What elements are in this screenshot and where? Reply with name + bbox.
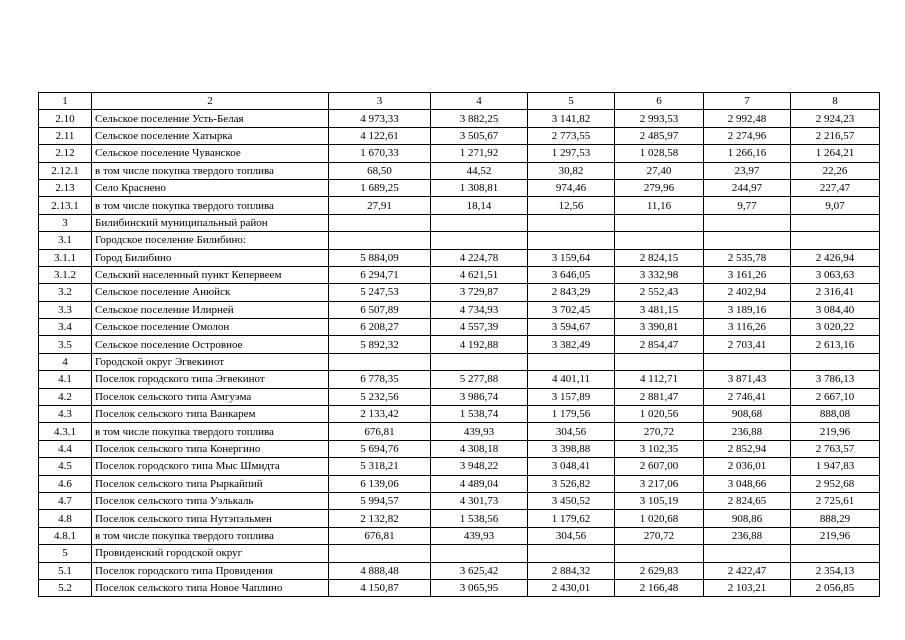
- table-row: [39, 458, 880, 475]
- settlement-name-cell: Сельское поселение Чуванское: [92, 145, 329, 162]
- value-cell-col-5: [528, 232, 615, 249]
- value-cell-col-6: 3 102,35: [615, 440, 704, 457]
- value-cell-col-3: [329, 214, 431, 231]
- value-cell-col-5: 3 048,41: [528, 458, 615, 475]
- value-cell-col-8: 2 613,16: [791, 336, 880, 353]
- value-cell-col-4: 4 734,93: [431, 301, 528, 318]
- table-row: [39, 127, 880, 144]
- settlement-name-cell: Сельское поселение Илирней: [92, 301, 329, 318]
- tariff-table: [38, 92, 880, 597]
- settlement-name-cell: в том числе покупка твердого топлива: [92, 527, 329, 544]
- value-cell-col-3: 2 132,82: [329, 510, 431, 527]
- value-cell-col-6: [615, 353, 704, 370]
- settlement-name-cell: в том числе покупка твердого топлива: [92, 162, 329, 179]
- table-row: [39, 440, 880, 457]
- settlement-name-cell: Провиденский городской округ: [92, 545, 329, 562]
- table-row: [39, 562, 880, 579]
- value-cell-col-7: 2 852,94: [704, 440, 791, 457]
- value-cell-col-7: [704, 214, 791, 231]
- table-row: [39, 579, 880, 596]
- value-cell-col-4: 18,14: [431, 197, 528, 214]
- table-row: [39, 197, 880, 214]
- value-cell-col-5: 3 398,88: [528, 440, 615, 457]
- value-cell-col-4: 1 538,56: [431, 510, 528, 527]
- value-cell-col-5: 3 450,52: [528, 492, 615, 509]
- settlement-name-cell: Поселок сельского типа Уэлькаль: [92, 492, 329, 509]
- settlement-name-cell: Сельское поселение Усть-Белая: [92, 110, 329, 127]
- value-cell-col-3: 5 318,21: [329, 458, 431, 475]
- settlement-name-cell: Билибинский муниципальный район: [92, 214, 329, 231]
- value-cell-col-7: [704, 545, 791, 562]
- value-cell-col-6: 1 020,68: [615, 510, 704, 527]
- value-cell-col-8: [791, 232, 880, 249]
- settlement-name-cell: Поселок городского типа Эгвекинот: [92, 371, 329, 388]
- value-cell-col-3: 4 973,33: [329, 110, 431, 127]
- value-cell-col-4: 5 277,88: [431, 371, 528, 388]
- value-cell-col-7: 3 161,26: [704, 266, 791, 283]
- value-cell-col-7: 2 103,21: [704, 579, 791, 596]
- row-number-cell: 2.10: [39, 110, 92, 127]
- value-cell-col-6: 2 166,48: [615, 579, 704, 596]
- row-number-cell: 4.8: [39, 510, 92, 527]
- row-number-cell: 3.4: [39, 319, 92, 336]
- value-cell-col-4: 3 948,22: [431, 458, 528, 475]
- value-cell-col-5: [528, 353, 615, 370]
- value-cell-col-7: 2 036,01: [704, 458, 791, 475]
- header-cell: 6: [615, 93, 704, 110]
- value-cell-col-8: 227,47: [791, 179, 880, 196]
- value-cell-col-5: [528, 545, 615, 562]
- row-number-cell: 2.12.1: [39, 162, 92, 179]
- value-cell-col-3: 27,91: [329, 197, 431, 214]
- value-cell-col-8: 1 947,83: [791, 458, 880, 475]
- value-cell-col-5: 2 773,55: [528, 127, 615, 144]
- row-number-cell: 3.2: [39, 284, 92, 301]
- value-cell-col-4: 439,93: [431, 423, 528, 440]
- value-cell-col-3: 5 994,57: [329, 492, 431, 509]
- table-row: [39, 301, 880, 318]
- settlement-name-cell: Сельское поселение Островное: [92, 336, 329, 353]
- value-cell-col-5: 304,56: [528, 527, 615, 544]
- settlement-name-cell: Сельское поселение Омолон: [92, 319, 329, 336]
- table-row: [39, 371, 880, 388]
- value-cell-col-3: 6 208,27: [329, 319, 431, 336]
- value-cell-col-6: 279,96: [615, 179, 704, 196]
- value-cell-col-6: 2 552,43: [615, 284, 704, 301]
- value-cell-col-6: 2 824,15: [615, 249, 704, 266]
- value-cell-col-3: [329, 232, 431, 249]
- value-cell-col-8: 3 063,63: [791, 266, 880, 283]
- value-cell-col-3: [329, 545, 431, 562]
- value-cell-col-4: 4 224,78: [431, 249, 528, 266]
- value-cell-col-6: 2 607,00: [615, 458, 704, 475]
- value-cell-col-8: 2 316,41: [791, 284, 880, 301]
- value-cell-col-6: 2 629,83: [615, 562, 704, 579]
- value-cell-col-5: [528, 214, 615, 231]
- value-cell-col-3: 676,81: [329, 423, 431, 440]
- settlement-name-cell: Поселок сельского типа Нутэпэльмен: [92, 510, 329, 527]
- value-cell-col-8: 9,07: [791, 197, 880, 214]
- value-cell-col-8: [791, 353, 880, 370]
- value-cell-col-8: 3 084,40: [791, 301, 880, 318]
- value-cell-col-7: 2 824,65: [704, 492, 791, 509]
- value-cell-col-5: 3 382,49: [528, 336, 615, 353]
- value-cell-col-7: 2 746,41: [704, 388, 791, 405]
- value-cell-col-7: 2 422,47: [704, 562, 791, 579]
- settlement-name-cell: Сельское поселение Хатырка: [92, 127, 329, 144]
- value-cell-col-5: 3 157,89: [528, 388, 615, 405]
- table-row: [39, 475, 880, 492]
- value-cell-col-8: 2 426,94: [791, 249, 880, 266]
- row-number-cell: 3.3: [39, 301, 92, 318]
- row-number-cell: 2.13.1: [39, 197, 92, 214]
- value-cell-col-4: 3 065,95: [431, 579, 528, 596]
- value-cell-col-5: 2 884,32: [528, 562, 615, 579]
- value-cell-col-4: 4 308,18: [431, 440, 528, 457]
- value-cell-col-8: 2 056,85: [791, 579, 880, 596]
- value-cell-col-6: 2 881,47: [615, 388, 704, 405]
- table-row: [39, 232, 880, 249]
- table-row: [39, 353, 880, 370]
- value-cell-col-7: 2 535,78: [704, 249, 791, 266]
- value-cell-col-7: 3 048,66: [704, 475, 791, 492]
- settlement-name-cell: Сельское поселение Анюйск: [92, 284, 329, 301]
- value-cell-col-7: 908,86: [704, 510, 791, 527]
- row-number-cell: 3.1.2: [39, 266, 92, 283]
- table-row: [39, 545, 880, 562]
- row-number-cell: 4.7: [39, 492, 92, 509]
- value-cell-col-8: 1 264,21: [791, 145, 880, 162]
- table-row: [39, 336, 880, 353]
- settlement-name-cell: Поселок сельского типа Конергино: [92, 440, 329, 457]
- value-cell-col-3: 5 892,32: [329, 336, 431, 353]
- row-number-cell: 5: [39, 545, 92, 562]
- value-cell-col-5: 974,46: [528, 179, 615, 196]
- value-cell-col-7: 2 992,48: [704, 110, 791, 127]
- settlement-name-cell: Городское поселение Билибино:: [92, 232, 329, 249]
- table-row: [39, 492, 880, 509]
- value-cell-col-5: 4 401,11: [528, 371, 615, 388]
- value-cell-col-3: 4 888,48: [329, 562, 431, 579]
- value-cell-col-7: 3 116,26: [704, 319, 791, 336]
- value-cell-col-6: 2 854,47: [615, 336, 704, 353]
- value-cell-col-3: 6 778,35: [329, 371, 431, 388]
- value-cell-col-7: 236,88: [704, 527, 791, 544]
- value-cell-col-5: 3 141,82: [528, 110, 615, 127]
- value-cell-col-8: 2 725,61: [791, 492, 880, 509]
- table-row: [39, 319, 880, 336]
- value-cell-col-7: 244,97: [704, 179, 791, 196]
- table-row: [39, 249, 880, 266]
- settlement-name-cell: Село Краснено: [92, 179, 329, 196]
- value-cell-col-4: 44,52: [431, 162, 528, 179]
- table-row: [39, 145, 880, 162]
- row-number-cell: 5.1: [39, 562, 92, 579]
- row-number-cell: 2.13: [39, 179, 92, 196]
- value-cell-col-8: 2 216,57: [791, 127, 880, 144]
- value-cell-col-4: [431, 232, 528, 249]
- settlement-name-cell: в том числе покупка твердого топлива: [92, 197, 329, 214]
- value-cell-col-5: 304,56: [528, 423, 615, 440]
- value-cell-col-4: 3 625,42: [431, 562, 528, 579]
- value-cell-col-7: 236,88: [704, 423, 791, 440]
- value-cell-col-3: 1 689,25: [329, 179, 431, 196]
- value-cell-col-7: 1 266,16: [704, 145, 791, 162]
- value-cell-col-5: 1 179,62: [528, 510, 615, 527]
- value-cell-col-3: 1 670,33: [329, 145, 431, 162]
- row-number-cell: 4: [39, 353, 92, 370]
- value-cell-col-4: 4 301,73: [431, 492, 528, 509]
- settlement-name-cell: Поселок городского типа Провидения: [92, 562, 329, 579]
- header-cell: 1: [39, 93, 92, 110]
- value-cell-col-6: 1 020,56: [615, 406, 704, 423]
- row-number-cell: 4.6: [39, 475, 92, 492]
- table-row: [39, 423, 880, 440]
- value-cell-col-5: 1 297,53: [528, 145, 615, 162]
- value-cell-col-5: 3 159,64: [528, 249, 615, 266]
- value-cell-col-6: 4 112,71: [615, 371, 704, 388]
- value-cell-col-3: 6 507,89: [329, 301, 431, 318]
- value-cell-col-5: 3 594,67: [528, 319, 615, 336]
- value-cell-col-3: 2 133,42: [329, 406, 431, 423]
- row-number-cell: 4.1: [39, 371, 92, 388]
- value-cell-col-6: 270,72: [615, 423, 704, 440]
- header-cell: 3: [329, 93, 431, 110]
- value-cell-col-8: 888,29: [791, 510, 880, 527]
- value-cell-col-6: 27,40: [615, 162, 704, 179]
- header-cell: 8: [791, 93, 880, 110]
- value-cell-col-6: 3 105,19: [615, 492, 704, 509]
- header-cell: 5: [528, 93, 615, 110]
- value-cell-col-5: 3 526,82: [528, 475, 615, 492]
- settlement-name-cell: Поселок сельского типа Рыркайпий: [92, 475, 329, 492]
- table-row: [39, 527, 880, 544]
- value-cell-col-6: 2 485,97: [615, 127, 704, 144]
- header-cell: 7: [704, 93, 791, 110]
- value-cell-col-3: 5 232,56: [329, 388, 431, 405]
- value-cell-col-4: 1 308,81: [431, 179, 528, 196]
- row-number-cell: 4.3.1: [39, 423, 92, 440]
- value-cell-col-6: 3 217,06: [615, 475, 704, 492]
- value-cell-col-4: 3 729,87: [431, 284, 528, 301]
- value-cell-col-7: 3 189,16: [704, 301, 791, 318]
- value-cell-col-3: 4 122,61: [329, 127, 431, 144]
- value-cell-col-6: 2 993,53: [615, 110, 704, 127]
- value-cell-col-7: 3 871,43: [704, 371, 791, 388]
- value-cell-col-8: 2 952,68: [791, 475, 880, 492]
- value-cell-col-3: 5 247,53: [329, 284, 431, 301]
- value-cell-col-5: 12,56: [528, 197, 615, 214]
- value-cell-col-8: 3 020,22: [791, 319, 880, 336]
- value-cell-col-4: 3 882,25: [431, 110, 528, 127]
- table-row: [39, 284, 880, 301]
- settlement-name-cell: Поселок сельского типа Ванкарем: [92, 406, 329, 423]
- value-cell-col-8: 22,26: [791, 162, 880, 179]
- settlement-name-cell: Город Билибино: [92, 249, 329, 266]
- row-number-cell: 3.5: [39, 336, 92, 353]
- value-cell-col-8: [791, 545, 880, 562]
- table-row: [39, 179, 880, 196]
- value-cell-col-5: 2 430,01: [528, 579, 615, 596]
- table-row: [39, 406, 880, 423]
- settlement-name-cell: Городской округ Эгвекинот: [92, 353, 329, 370]
- value-cell-col-6: 3 390,81: [615, 319, 704, 336]
- value-cell-col-4: 3 986,74: [431, 388, 528, 405]
- row-number-cell: 4.3: [39, 406, 92, 423]
- value-cell-col-8: 888,08: [791, 406, 880, 423]
- value-cell-col-5: 3 702,45: [528, 301, 615, 318]
- value-cell-col-6: [615, 214, 704, 231]
- row-number-cell: 4.8.1: [39, 527, 92, 544]
- value-cell-col-3: 6 139,06: [329, 475, 431, 492]
- row-number-cell: 4.4: [39, 440, 92, 457]
- table-row: [39, 510, 880, 527]
- value-cell-col-5: 30,82: [528, 162, 615, 179]
- value-cell-col-5: 2 843,29: [528, 284, 615, 301]
- value-cell-col-8: 2 924,23: [791, 110, 880, 127]
- value-cell-col-6: [615, 232, 704, 249]
- value-cell-col-3: 676,81: [329, 527, 431, 544]
- value-cell-col-7: [704, 353, 791, 370]
- row-number-cell: 3.1: [39, 232, 92, 249]
- settlement-name-cell: Поселок сельского типа Амгуэма: [92, 388, 329, 405]
- value-cell-col-8: 2 354,13: [791, 562, 880, 579]
- value-cell-col-6: 3 332,98: [615, 266, 704, 283]
- value-cell-col-4: 439,93: [431, 527, 528, 544]
- value-cell-col-4: [431, 545, 528, 562]
- value-cell-col-6: 270,72: [615, 527, 704, 544]
- value-cell-col-6: 3 481,15: [615, 301, 704, 318]
- value-cell-col-4: 3 505,67: [431, 127, 528, 144]
- table-body: [39, 93, 880, 597]
- header-cell: 4: [431, 93, 528, 110]
- value-cell-col-6: [615, 545, 704, 562]
- value-cell-col-7: 9,77: [704, 197, 791, 214]
- row-number-cell: 2.11: [39, 127, 92, 144]
- settlement-name-cell: в том числе покупка твердого топлива: [92, 423, 329, 440]
- value-cell-col-4: [431, 353, 528, 370]
- value-cell-col-4: [431, 214, 528, 231]
- value-cell-col-8: [791, 214, 880, 231]
- settlement-name-cell: Сельский населенный пункт Кепервеем: [92, 266, 329, 283]
- value-cell-col-4: 4 621,51: [431, 266, 528, 283]
- value-cell-col-4: 1 538,74: [431, 406, 528, 423]
- value-cell-col-4: 4 557,39: [431, 319, 528, 336]
- value-cell-col-8: 2 763,57: [791, 440, 880, 457]
- row-number-cell: 2.12: [39, 145, 92, 162]
- header-row: [39, 93, 880, 110]
- row-number-cell: 5.2: [39, 579, 92, 596]
- table-row: [39, 110, 880, 127]
- value-cell-col-7: 2 402,94: [704, 284, 791, 301]
- value-cell-col-3: 6 294,71: [329, 266, 431, 283]
- value-cell-col-8: 2 667,10: [791, 388, 880, 405]
- value-cell-col-7: 908,68: [704, 406, 791, 423]
- value-cell-col-3: 4 150,87: [329, 579, 431, 596]
- value-cell-col-8: 3 786,13: [791, 371, 880, 388]
- value-cell-col-4: 1 271,92: [431, 145, 528, 162]
- table-row: [39, 266, 880, 283]
- row-number-cell: 3.1.1: [39, 249, 92, 266]
- value-cell-col-4: 4 192,88: [431, 336, 528, 353]
- value-cell-col-8: 219,96: [791, 423, 880, 440]
- value-cell-col-5: 3 646,05: [528, 266, 615, 283]
- value-cell-col-7: 2 274,96: [704, 127, 791, 144]
- value-cell-col-7: 2 703,41: [704, 336, 791, 353]
- row-number-cell: 3: [39, 214, 92, 231]
- value-cell-col-8: 219,96: [791, 527, 880, 544]
- header-cell: 2: [92, 93, 329, 110]
- value-cell-col-7: [704, 232, 791, 249]
- settlement-name-cell: Поселок сельского типа Новое Чаплино: [92, 579, 329, 596]
- row-number-cell: 4.5: [39, 458, 92, 475]
- table-row: [39, 162, 880, 179]
- value-cell-col-3: 5 694,76: [329, 440, 431, 457]
- value-cell-col-6: 11,16: [615, 197, 704, 214]
- row-number-cell: 4.2: [39, 388, 92, 405]
- value-cell-col-4: 4 489,04: [431, 475, 528, 492]
- value-cell-col-7: 23,97: [704, 162, 791, 179]
- value-cell-col-6: 1 028,58: [615, 145, 704, 162]
- value-cell-col-3: 5 884,09: [329, 249, 431, 266]
- value-cell-col-3: 68,50: [329, 162, 431, 179]
- settlement-name-cell: Поселок городского типа Мыс Шмидта: [92, 458, 329, 475]
- value-cell-col-3: [329, 353, 431, 370]
- table-row: [39, 214, 880, 231]
- value-cell-col-5: 1 179,56: [528, 406, 615, 423]
- table-row: [39, 388, 880, 405]
